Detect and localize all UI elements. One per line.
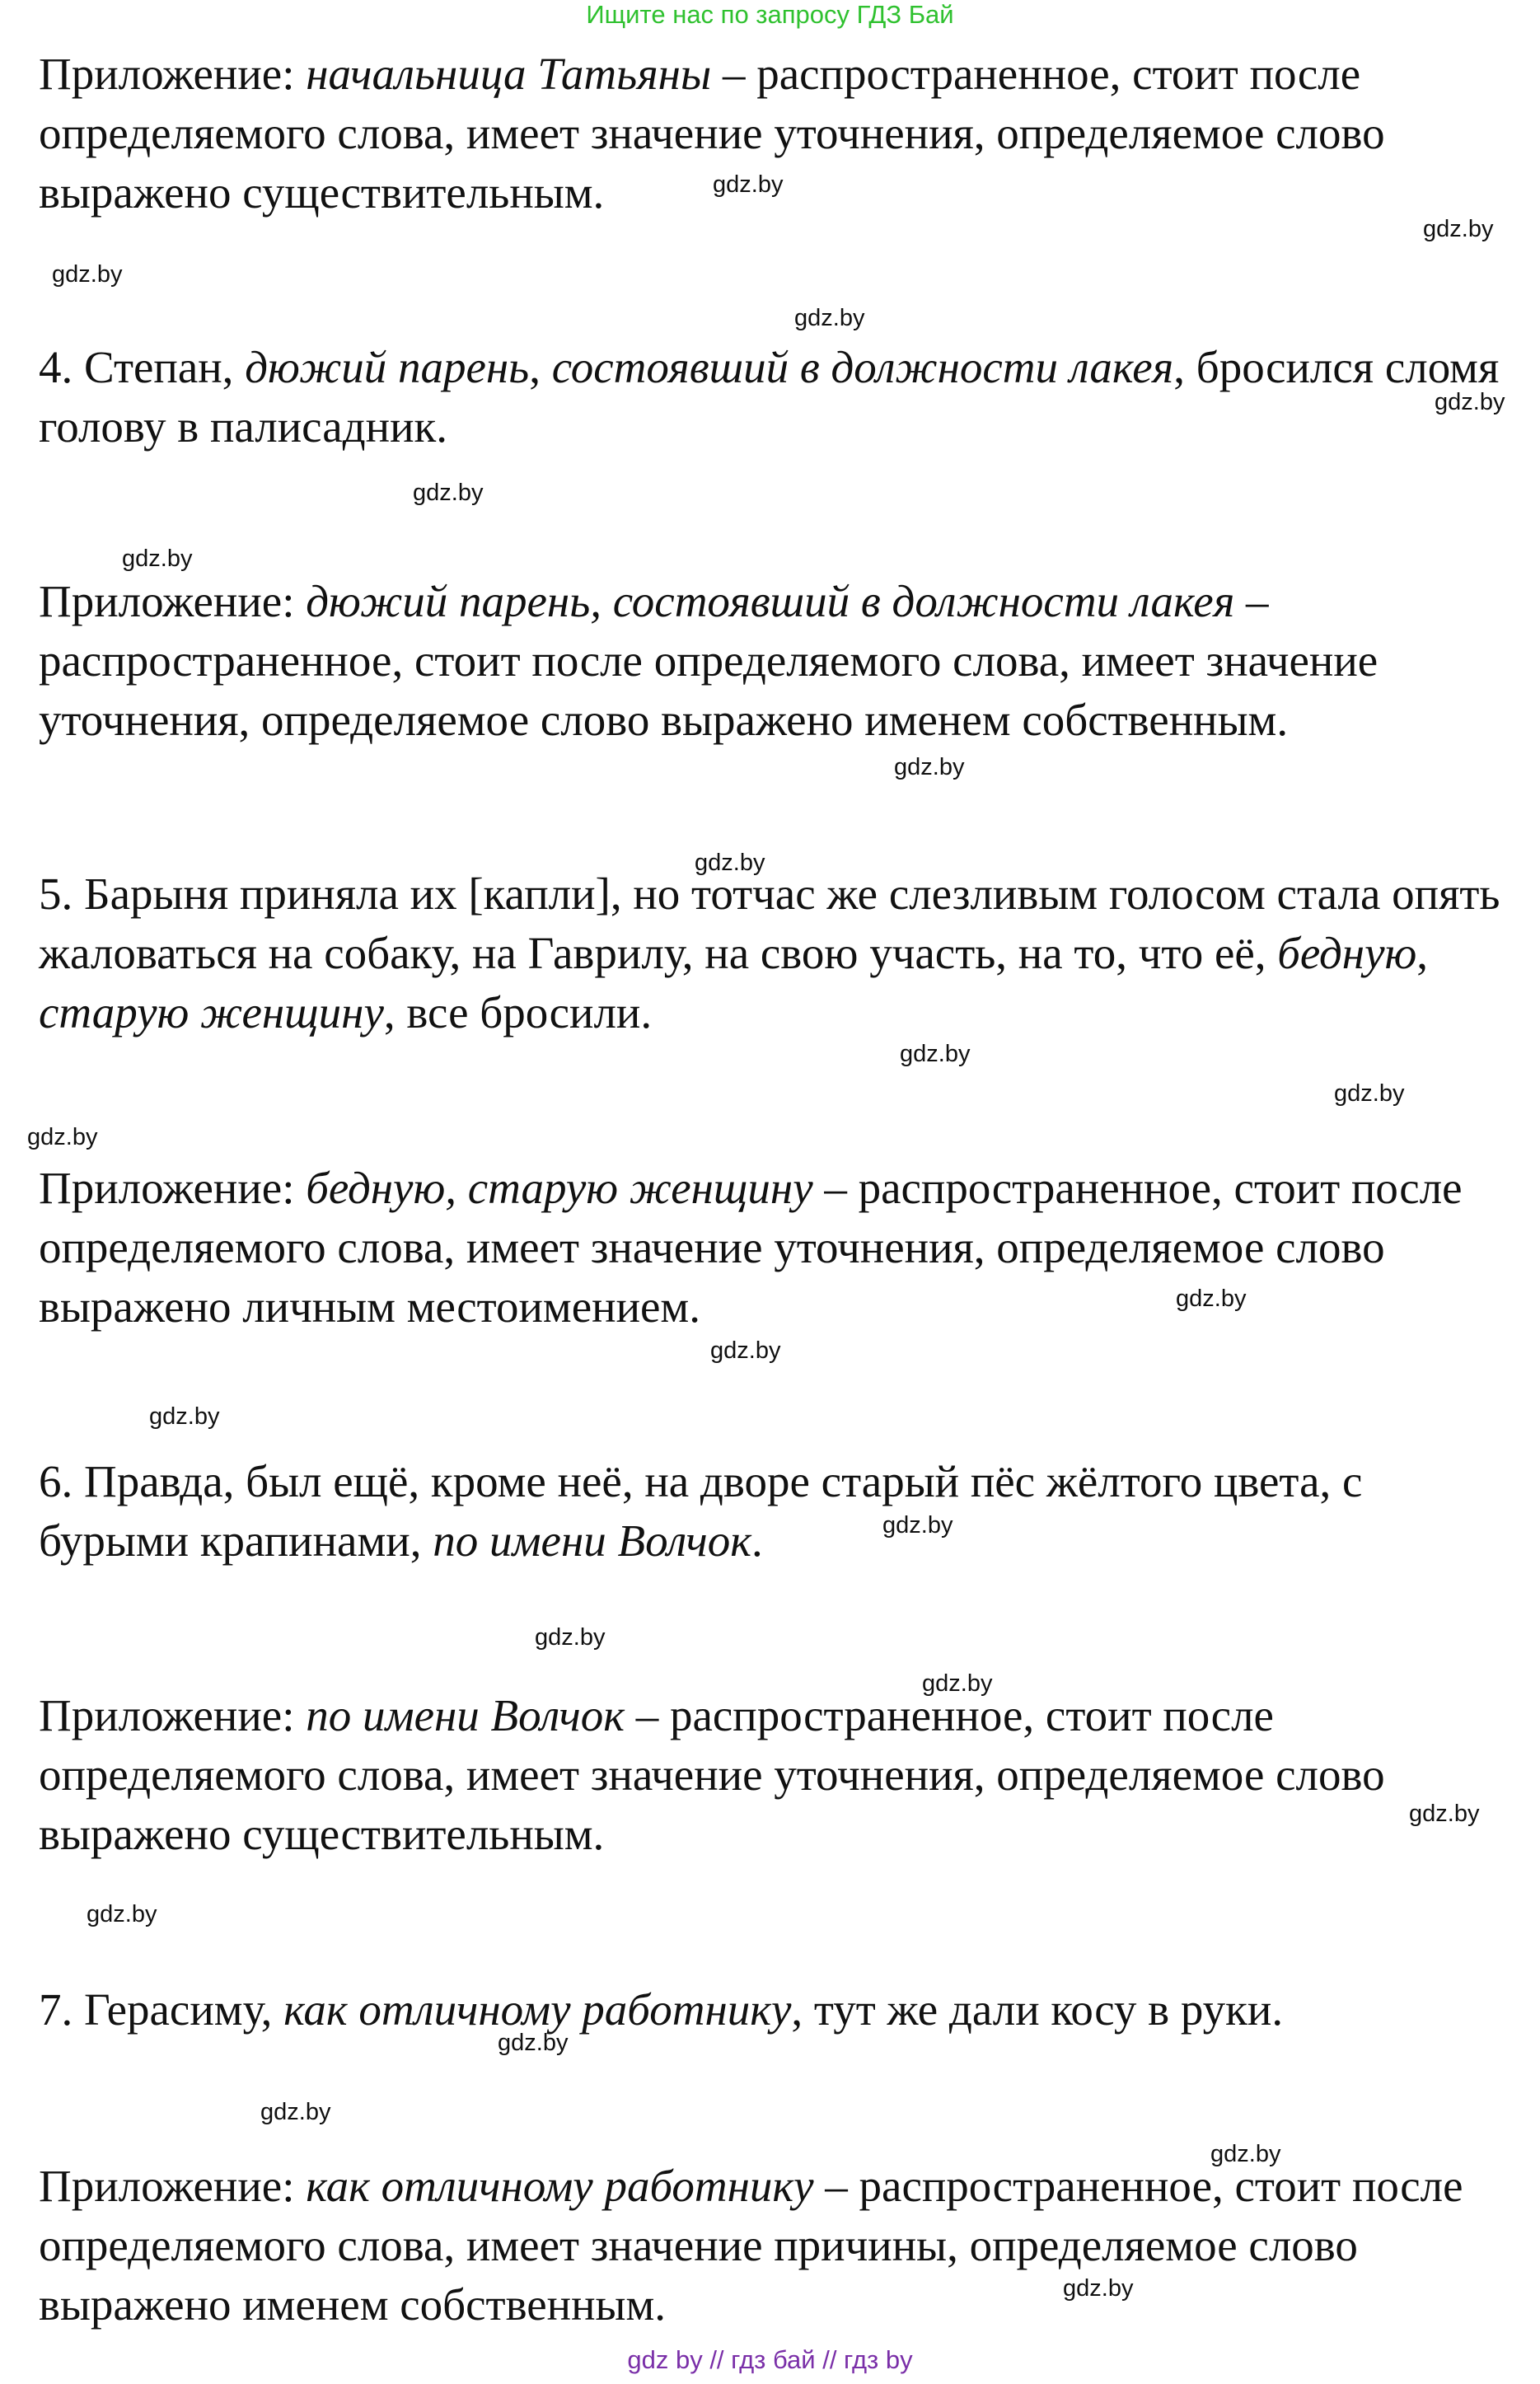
text-fragment: – распространенное, стоит после определяемого слова, имеет значение уточнения, определяемое слово выражено личным местоимением. — [39, 1163, 1463, 1332]
text-fragment: , все бросили. — [383, 987, 653, 1037]
text-fragment: Приложение: — [39, 1690, 307, 1740]
text-fragment: , — [529, 342, 552, 392]
italic-fragment: дюжий парень, состоявший в должности лакея — [306, 576, 1235, 626]
text-fragment: – распространенное, стоит после определяемого слова, имеет значение уточнения, определяемое слово выражено существительным. — [39, 1690, 1385, 1859]
italic-fragment: бедную, старую женщину — [306, 1163, 813, 1213]
text-fragment: 4. Степан, — [39, 342, 246, 392]
text-fragment: . — [751, 1515, 763, 1566]
watermark: gdz.by — [149, 1403, 220, 1430]
text-fragment: Приложение: — [39, 49, 307, 99]
watermark: gdz.by — [413, 480, 484, 506]
italic-fragment: состоявший в должности лакея — [551, 342, 1174, 392]
footer-links[interactable]: gdz by // гдз бай // гдз by — [627, 2345, 913, 2374]
italic-fragment: как отличному работнику — [283, 1984, 792, 2035]
watermark: gdz.by — [535, 1624, 606, 1651]
paragraph-sentence-4 — [39, 338, 1514, 457]
text-fragment: Приложение: — [39, 1163, 307, 1213]
watermark: gdz.by — [695, 850, 765, 876]
text-fragment: 5. Барыня приняла их [капли], но тотчас же слезливым голосом стала опять жаловаться на собаку, на Гаврилу, на свою участь, на то, что её, — [39, 869, 1500, 978]
italic-fragment: по имени Волчок — [433, 1515, 751, 1566]
watermark: gdz.by — [1423, 216, 1494, 242]
paragraph-sentence-5 — [39, 864, 1514, 1042]
watermark: gdz.by — [1210, 2141, 1281, 2167]
watermark: gdz.by — [794, 305, 865, 331]
text-fragment: , — [1416, 928, 1429, 978]
watermark: gdz.by — [260, 2099, 331, 2125]
watermark: gdz.by — [27, 1124, 98, 1150]
watermark: gdz.by — [122, 546, 193, 572]
watermark: gdz.by — [1409, 1801, 1480, 1827]
watermark: gdz.by — [87, 1901, 157, 1927]
text-fragment: – распространенное, стоит после определяемого слова, имеет значение уточнения, определяемое слово выражено именем собственным. — [39, 576, 1379, 745]
text-fragment: Приложение: — [39, 2161, 307, 2211]
watermark: gdz.by — [1176, 1286, 1247, 1312]
text-fragment: – распространенное, стоит после определяемого слова, имеет значение причины, определяемое слово выражено именем собственным. — [39, 2161, 1463, 2330]
italic-fragment: старую женщину — [39, 987, 384, 1037]
italic-fragment: бедную — [1277, 928, 1417, 978]
italic-fragment: дюжий парень — [245, 342, 530, 392]
text-fragment: 7. Герасиму, — [39, 1984, 284, 2035]
watermark: gdz.by — [922, 1670, 993, 1697]
watermark: gdz.by — [894, 754, 965, 780]
watermark: gdz.by — [1063, 2275, 1134, 2302]
paragraph-appendix-4 — [39, 572, 1514, 750]
text-fragment: , бросился сломя голову в палисадник. — [39, 342, 1500, 452]
paragraph-appendix-6 — [39, 1686, 1514, 1864]
watermark: gdz.by — [900, 1041, 971, 1067]
watermark: gdz.by — [1334, 1080, 1405, 1107]
watermark: gdz.by — [710, 1337, 781, 1364]
paragraph-appendix-7 — [39, 2157, 1514, 2335]
watermark: gdz.by — [52, 261, 123, 288]
text-fragment: Приложение: — [39, 576, 307, 626]
watermark: gdz.by — [1435, 389, 1505, 415]
italic-fragment: по имени Волчок — [306, 1690, 625, 1740]
paragraph-sentence-7 — [39, 1980, 1514, 2040]
watermark: gdz.by — [882, 1512, 953, 1539]
italic-fragment: начальница Татьяны — [306, 49, 712, 99]
paragraph-sentence-6 — [39, 1452, 1514, 1571]
paragraph-appendix-5 — [39, 1159, 1514, 1337]
text-fragment: , тут же дали косу в руки. — [791, 1984, 1284, 2035]
italic-fragment: как отличному работнику — [306, 2161, 814, 2211]
watermark: gdz.by — [713, 171, 784, 198]
header-search-hint[interactable]: Ищите нас по запросу ГДЗ Бай — [586, 0, 954, 29]
watermark: gdz.by — [498, 2030, 569, 2056]
text-fragment: – распространенное, стоит после определяемого слова, имеет значение уточнения, определяемое слово выражено существительным. — [39, 49, 1385, 218]
text-fragment: 6. Правда, был ещё, кроме неё, на дворе старый пёс жёлтого цвета, с бурыми крапинами, — [39, 1456, 1363, 1566]
